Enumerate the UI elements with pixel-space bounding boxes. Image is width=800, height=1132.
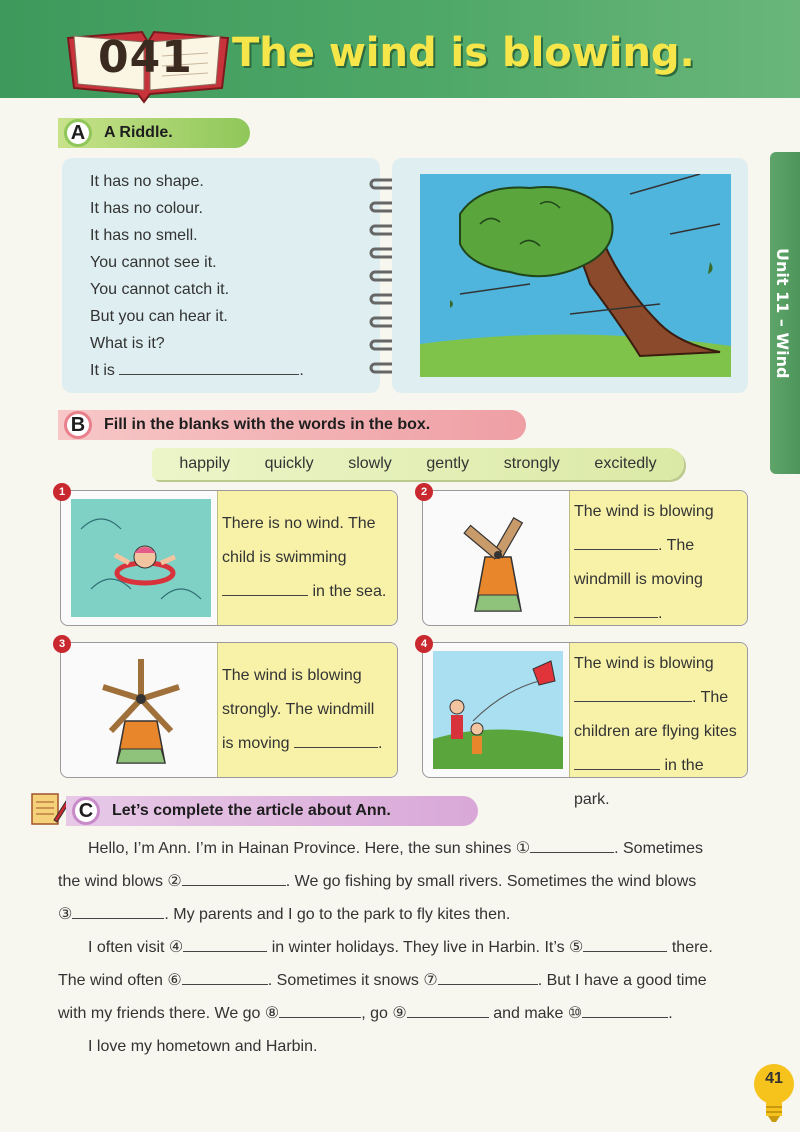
section-b-letter: B <box>64 411 92 439</box>
section-b-header <box>58 410 526 440</box>
answer-blank[interactable] <box>407 1004 489 1018</box>
article-line: The wind often ⑥ . Sometimes it snows ⑦ . But I have a good time <box>58 972 707 989</box>
riddle-text <box>90 168 304 384</box>
children-flying-kite-illustration <box>433 651 563 769</box>
section-a-letter: A <box>64 119 92 147</box>
lesson-header <box>0 0 800 98</box>
article-line: with my friends there. We go ⑧ , go ⑨ and make ⑩ . <box>58 1005 673 1022</box>
answer-blank[interactable] <box>294 732 378 748</box>
word-option: strongly <box>503 455 560 472</box>
windmill-illustration <box>433 499 563 617</box>
word-option: happily <box>179 455 231 472</box>
riddle-answer-line: It is . <box>90 357 304 384</box>
swimming-child-illustration <box>71 499 211 617</box>
exercise-2 <box>420 486 748 626</box>
riddle-line: It has no colour. <box>90 200 203 217</box>
page-number: 41 <box>765 1070 783 1087</box>
exercise-3 <box>58 638 398 778</box>
answer-blank[interactable] <box>574 754 660 770</box>
riddle-line: It has no shape. <box>90 173 204 190</box>
exercise-1 <box>58 486 398 626</box>
word-option: slowly <box>348 455 392 472</box>
section-a-title: A Riddle. <box>104 124 173 141</box>
riddle-line: What is it? <box>90 335 165 352</box>
answer-blank[interactable] <box>574 602 658 618</box>
article-line: I often visit ④ in winter holidays. They live in Harbin. It’s ⑤ there. <box>88 939 713 956</box>
answer-blank[interactable] <box>279 1004 361 1018</box>
answer-blank[interactable] <box>222 580 308 596</box>
riddle-line: It has no smell. <box>90 227 198 244</box>
answer-blank[interactable] <box>574 534 658 550</box>
answer-blank[interactable] <box>582 1004 668 1018</box>
riddle-line: But you can hear it. <box>90 308 228 325</box>
article-text <box>58 832 758 1063</box>
answer-blank[interactable] <box>183 938 267 952</box>
answer-blank[interactable] <box>438 971 538 985</box>
exercise-text: The wind is blowing strongly. The windmill is moving . <box>217 643 397 777</box>
riddle-line: You cannot catch it. <box>90 281 230 298</box>
unit-side-tab <box>770 152 800 474</box>
article-line: Hello, I’m Ann. I’m in Hainan Province. Here, the sun shines ① . Sometimes <box>88 840 704 857</box>
answer-blank[interactable] <box>72 905 164 919</box>
exercise-text: There is no wind. The child is swimming in the sea. <box>217 491 397 625</box>
page-title: The wind is blowing. <box>232 30 695 76</box>
lesson-number: 041 <box>98 32 193 83</box>
answer-blank[interactable] <box>530 839 614 853</box>
section-b-title: Fill in the blanks with the words in the box. <box>104 416 431 433</box>
page-number-badge <box>752 1062 796 1126</box>
exercise-number: 2 <box>415 483 433 501</box>
word-box <box>152 448 684 480</box>
word-option: excitedly <box>594 455 657 472</box>
word-option: quickly <box>264 455 314 472</box>
article-line: the wind blows ② . We go fishing by small rivers. Sometimes the wind blows <box>58 873 697 890</box>
answer-blank[interactable] <box>574 686 692 702</box>
exercise-text: The wind is blowing . The windmill is moving . <box>569 491 747 625</box>
unit-label: Unit 11 – Wind <box>773 248 792 379</box>
exercise-number: 1 <box>53 483 71 501</box>
spinning-windmill-illustration <box>71 651 211 769</box>
answer-blank[interactable] <box>583 938 667 952</box>
exercise-4 <box>420 638 748 808</box>
riddle-line: You cannot see it. <box>90 254 217 271</box>
word-option: gently <box>426 455 470 472</box>
exercise-number: 4 <box>415 635 433 653</box>
riddle-answer-blank[interactable] <box>119 359 299 375</box>
section-c-title: Let’s complete the article about Ann. <box>112 802 391 819</box>
answer-blank[interactable] <box>182 872 286 886</box>
article-line: ③ . My parents and I go to the park to fly kites then. <box>58 906 511 923</box>
answer-blank[interactable] <box>182 971 268 985</box>
section-c-header <box>66 796 478 826</box>
article-line: I love my hometown and Harbin. <box>88 1038 318 1055</box>
section-a-header <box>58 118 250 148</box>
windy-tree-illustration <box>420 174 731 377</box>
exercise-number: 3 <box>53 635 71 653</box>
section-c-letter: C <box>72 797 100 825</box>
exercise-text: The wind is blowing . The children are flying kites in the park. <box>569 643 747 777</box>
